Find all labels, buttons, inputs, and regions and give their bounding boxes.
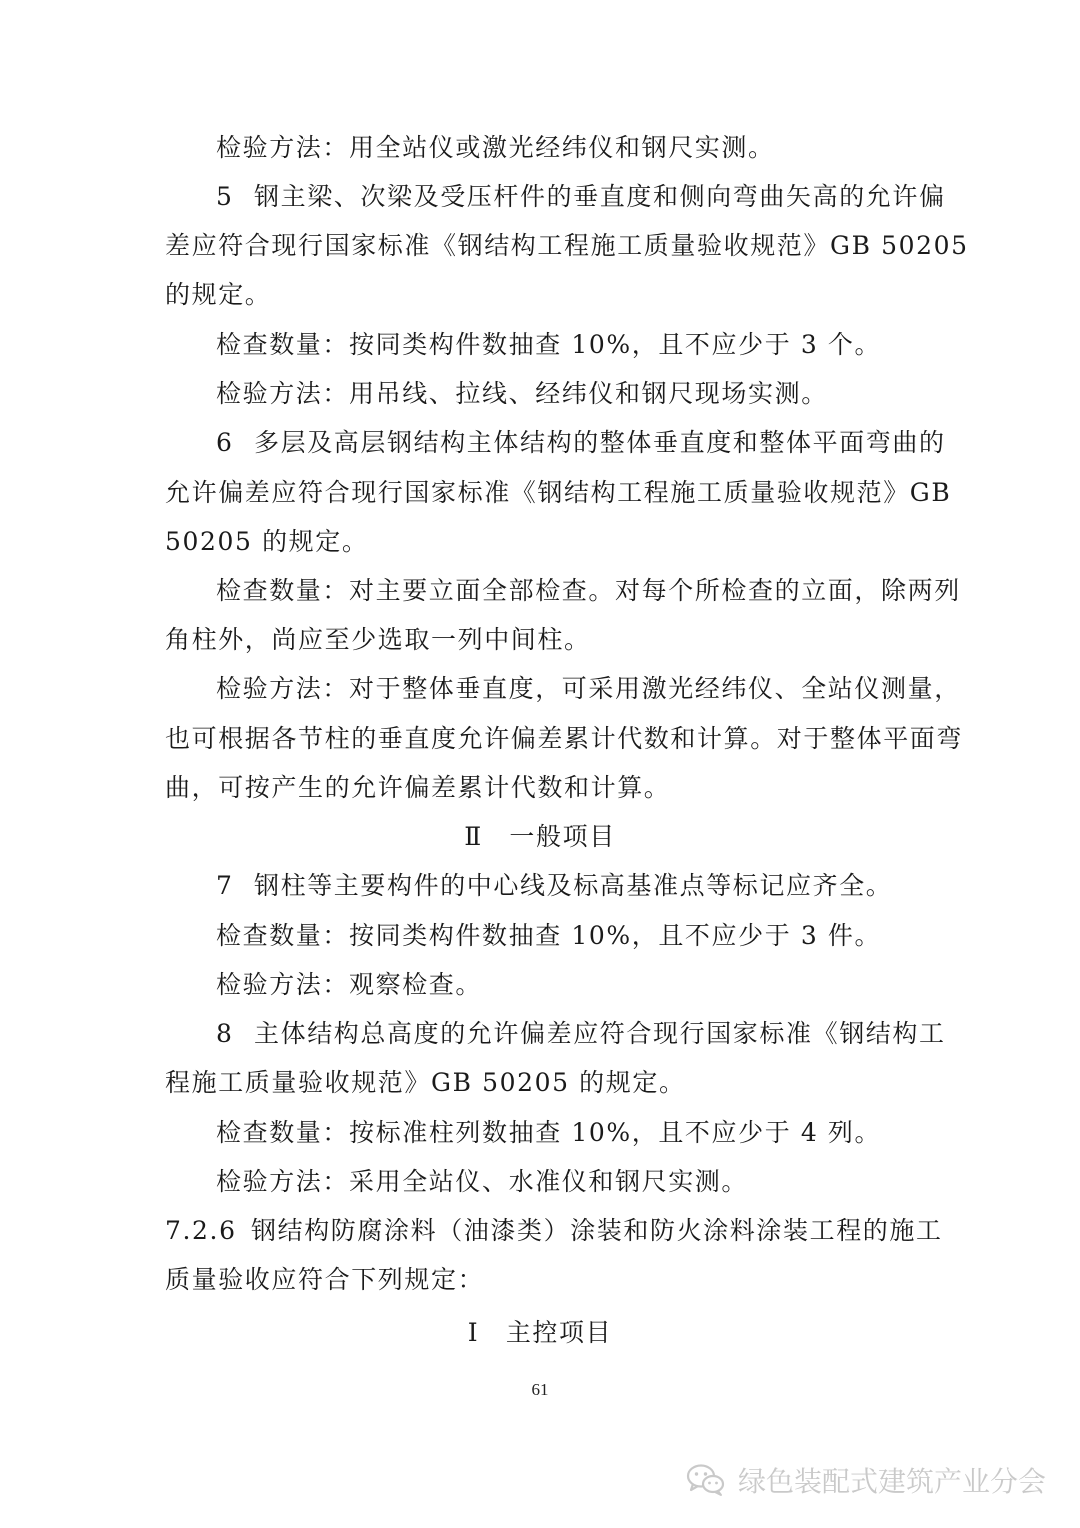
watermark-text: 绿色装配式建筑产业分会 xyxy=(737,1465,1046,1498)
clause-7 xyxy=(216,869,976,903)
section-number: 7.2.6 xyxy=(165,1216,237,1245)
text-line: 检验方法：对于整体垂直度，可采用激光经纬仪、全站仪测量， xyxy=(216,674,961,703)
clause-text: 主体结构总高度的允许偏差应符合现行国家标准《钢结构工 xyxy=(254,1019,946,1048)
section-text: 钢结构防腐涂料（油漆类）涂装和防火涂料涂装工程的施工 xyxy=(251,1216,943,1245)
text-line: 质量验收应符合下列规定： xyxy=(165,1265,485,1294)
section-heading-general: Ⅱ 一般项目 xyxy=(464,822,616,851)
text-line: 也可根据各节柱的垂直度允许偏差累计代数和计算。对于整体平面弯 xyxy=(165,724,964,753)
text-line: 检查数量：按同类构件数抽查 10%，且不应少于 3 个。 xyxy=(216,330,882,359)
clause-text: 钢主梁、次梁及受压杆件的垂直度和侧向弯曲矢高的允许偏 xyxy=(254,182,946,211)
clause-number: 6 xyxy=(216,428,234,457)
text-line: 差应符合现行国家标准《钢结构工程施工质量验收规范》GB 50205 xyxy=(165,231,969,260)
wechat-icon xyxy=(686,1463,726,1497)
text-line: 50205 的规定。 xyxy=(165,527,369,556)
text-line: 程施工质量验收规范》GB 50205 的规定。 xyxy=(165,1068,686,1097)
clause-6 xyxy=(216,426,976,460)
page-number: 61 xyxy=(531,1380,549,1399)
text-line: 检验方法：观察检查。 xyxy=(216,970,483,999)
text-line: 检验方法：用全站仪或激光经纬仪和钢尺实测。 xyxy=(216,133,775,162)
section-7-2-6 xyxy=(165,1214,943,1248)
clause-8 xyxy=(216,1017,976,1051)
text-line: 检验方法：采用全站仪、水准仪和钢尺实测。 xyxy=(216,1167,749,1196)
watermark xyxy=(686,1458,1046,1502)
section-heading-main-control: Ⅰ 主控项目 xyxy=(467,1318,613,1347)
text-line: 检查数量：按同类构件数抽查 10%，且不应少于 3 件。 xyxy=(216,921,882,950)
text-line: 允许偏差应符合现行国家标准《钢结构工程施工质量验收规范》GB xyxy=(165,478,952,507)
clause-number: 8 xyxy=(216,1019,234,1048)
text-line: 检验方法：用吊线、拉线、经纬仪和钢尺现场实测。 xyxy=(216,379,828,408)
text-line: 检查数量：对主要立面全部检查。对每个所检查的立面，除两列 xyxy=(216,576,961,605)
text-line: 角柱外，尚应至少选取一列中间柱。 xyxy=(165,625,591,654)
text-line: 检查数量：按标准柱列数抽查 10%，且不应少于 4 列。 xyxy=(216,1118,882,1147)
clause-number: 5 xyxy=(216,182,234,211)
text-line: 的规定。 xyxy=(165,280,272,309)
clause-number: 7 xyxy=(216,871,234,900)
clause-5 xyxy=(216,180,976,214)
clause-text: 多层及高层钢结构主体结构的整体垂直度和整体平面弯曲的 xyxy=(254,428,946,457)
text-line: 曲，可按产生的允许偏差累计代数和计算。 xyxy=(165,773,671,802)
clause-text: 钢柱等主要构件的中心线及标高基准点等标记应齐全。 xyxy=(254,871,893,900)
